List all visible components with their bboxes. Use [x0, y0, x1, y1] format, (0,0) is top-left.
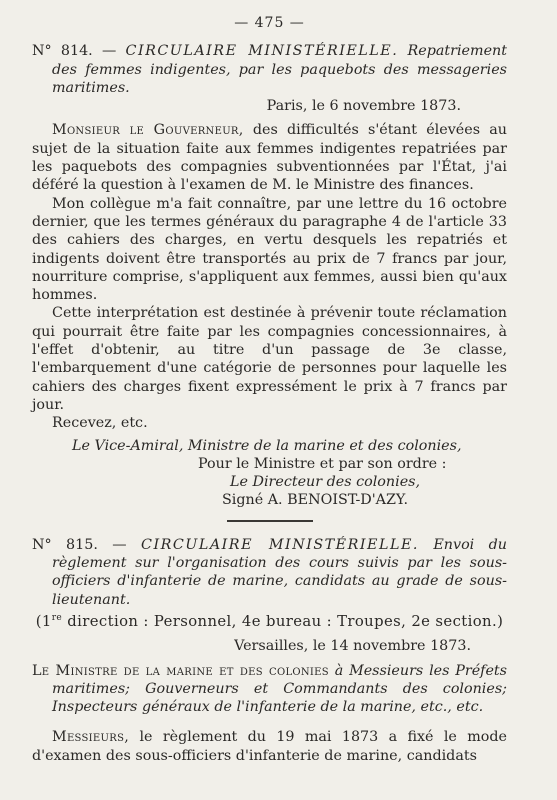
circular-814-closing: Recevez, etc. — [52, 415, 148, 432]
circular-814-paragraph-2: Mon collègue m'a fait connaître, par une lettre du 16 octobre dernier, que les termes généraux du paragraphe 4 de l'article 33 des cahiers des charges, en vertu desquels les repatriés et indigents doivent être transportés au prix de 7 francs par jour, nourriture comprise, s'appliquent aux femmes, aussi bien qu'aux hommes. — [32, 195, 507, 304]
circular-815 — [32, 536, 507, 765]
circular-815-place-date: Versailles, le 14 novembre 1873. — [234, 638, 471, 655]
circular-814-number: N° 814. — [32, 43, 93, 60]
section-divider — [227, 520, 313, 522]
circular-815-type: CIRCULAIRE MINISTÉRIELLE. — [141, 536, 419, 553]
signature-line-order: Pour le Ministre et par son ordre : — [198, 455, 447, 472]
circular-815-direction — [32, 613, 507, 631]
circular-814-type: CIRCULAIRE MINISTÉRIELLE. — [125, 43, 399, 60]
page-number: — 475 — — [234, 15, 305, 31]
circular-814-addressee: Monsieur le Gouverneur, — [52, 122, 244, 139]
circular-814-heading — [32, 42, 507, 97]
signature-line-minister: Le Vice-Amiral, Ministre de la marine et des colonies, — [72, 437, 462, 454]
direction-prefix: (1 — [35, 612, 52, 630]
direction-superscript: re — [51, 612, 63, 623]
circular-814-place-date: Paris, le 6 novembre 1873. — [266, 98, 461, 115]
circular-814-signature — [32, 437, 507, 510]
direction-rest: direction : Personnel, 4e bureau : Troupes, 2e section.) — [62, 612, 504, 630]
circular-815-opening-text: le règlement du 19 mai 1873 a fixé le mode d'examen des sous-officiers d'infanterie de marine, candidats — [32, 729, 508, 764]
circular-814-paragraph-3: Cette interprétation est destinée à prévenir toute réclamation qui pourrait être faite par les compagnies concessionnaires, à l'effet d'obtenir, au titre d'un passage de 3e classe, l'embarquement d'une catégorie de personnes pour laquelle les cahiers des charges fixent expressément le prix à 7 francs par jour. — [32, 305, 507, 413]
circular-815-opening-caps: Messieurs, — [52, 729, 130, 746]
signature-line-director: Le Directeur des colonies, — [230, 474, 421, 491]
circular-815-subject: Envoi du règlement sur l'organisation des cours suivis par les sous-officiers d'infanterie de marine, candidats au grade de sous-lieutenant. — [52, 536, 508, 608]
circular-815-addressee — [32, 662, 507, 717]
circular-815-heading — [32, 536, 507, 609]
circular-814-paragraph-1-text: des difficultés s'étant élevées au sujet de la situation faite aux femmes indigentes repatriées par les paquebots des compagnies subventionnées par l'État, j'ai déféré la question à l'examen de M. le Ministre des finances. — [32, 122, 507, 194]
circular-815-addressee-caps: Le Ministre de la marine et des colonies — [32, 662, 329, 679]
circular-814-paragraph-1 — [32, 121, 507, 194]
circular-815-dash: — — [112, 536, 127, 553]
signature-line-signed: Signé A. BENOIST-D'AZY. — [222, 492, 409, 509]
circular-814-subject: Repatriement des femmes indigentes, par les paquebots des messageries maritimes. — [52, 43, 507, 96]
circular-815-number: N° 815. — [32, 536, 98, 553]
circular-814-dash: — — [101, 43, 117, 60]
circular-814 — [32, 42, 507, 509]
circular-815-addressee-italic: à Messieurs les Préfets maritimes; Gouverneurs et Commandants des colonies; Inspecteurs généraux de l'infanterie de la marine, etc., etc. — [52, 662, 508, 716]
circular-815-opening — [32, 728, 507, 765]
